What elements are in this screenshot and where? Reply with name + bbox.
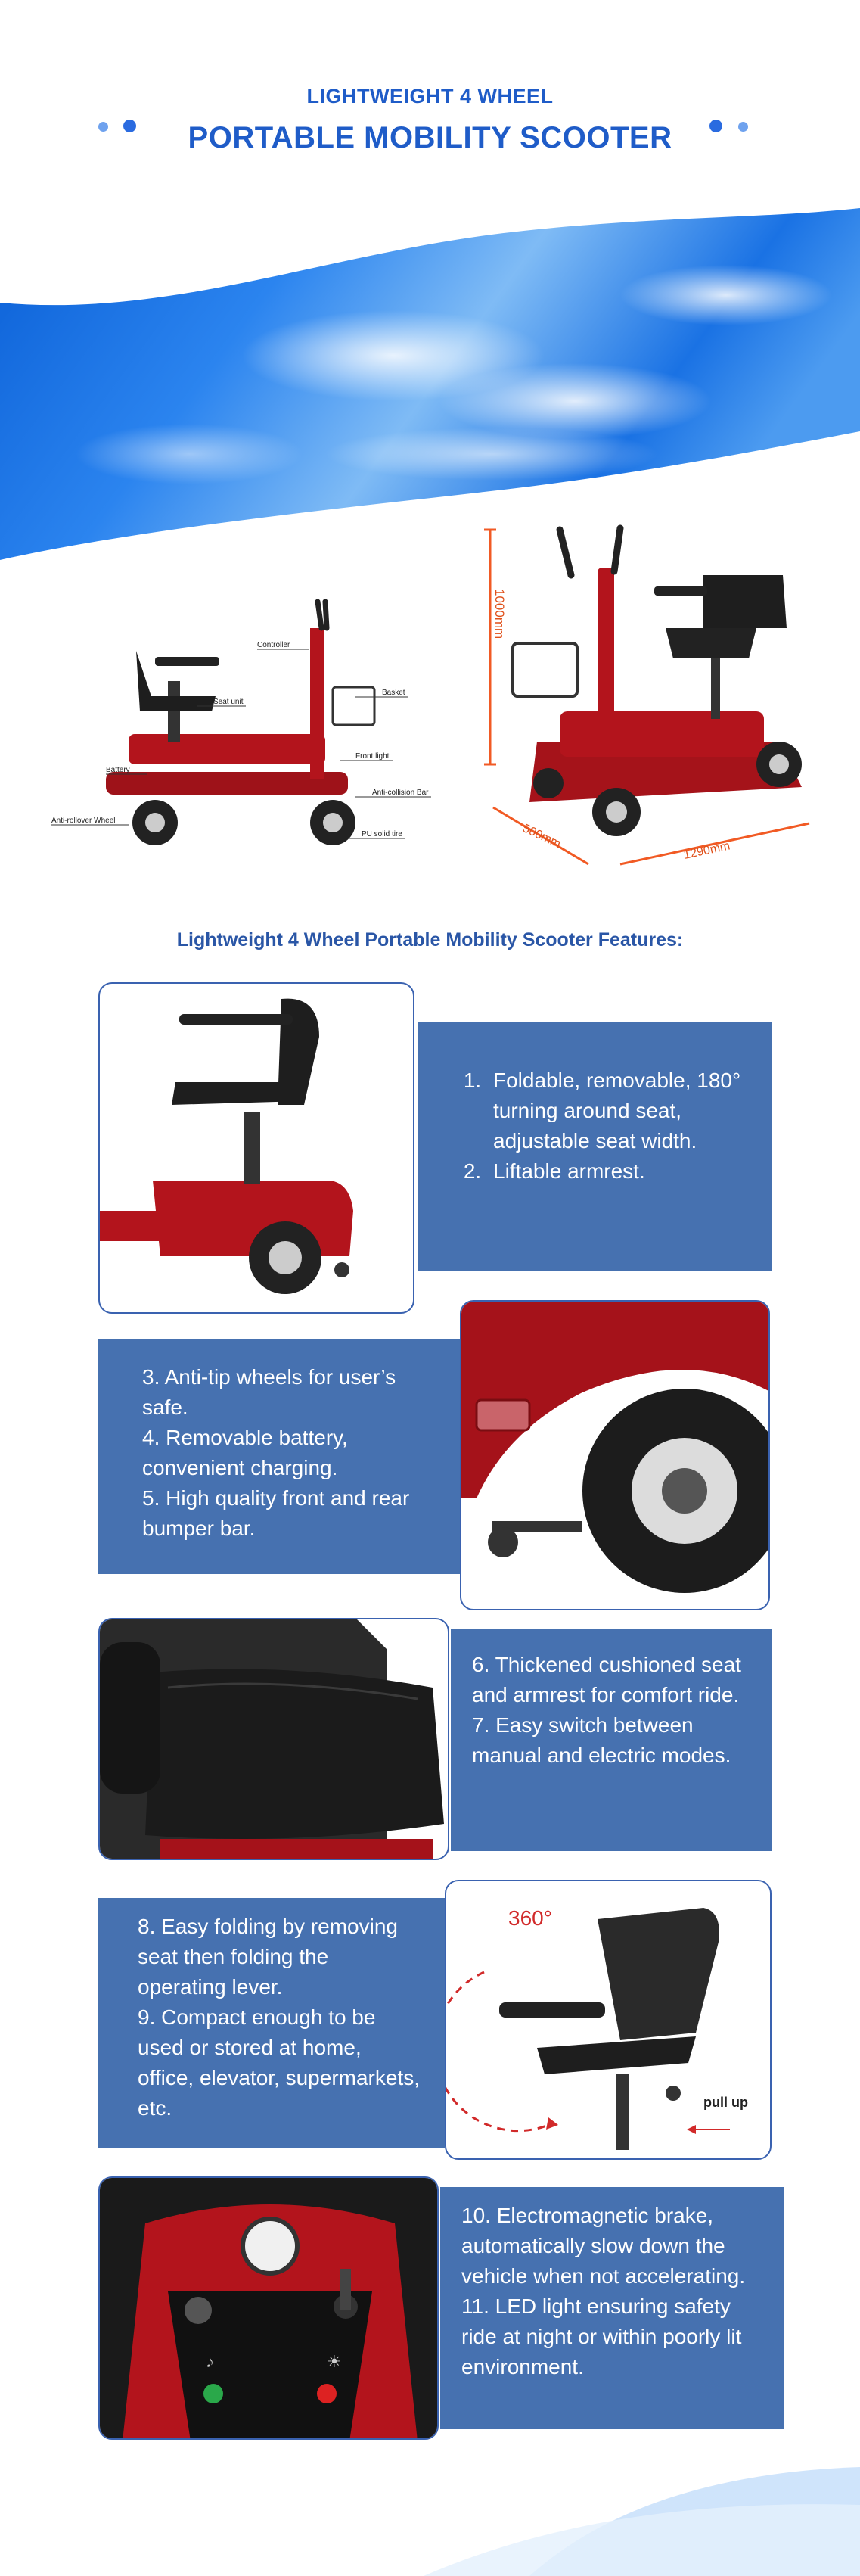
photo-rear-wheel	[460, 1300, 770, 1610]
pull-up-label: pull up	[703, 2095, 748, 2110]
feature-panel-1	[418, 1022, 772, 1271]
feature-item: 3. Anti-tip wheels for user’s safe.	[142, 1365, 396, 1419]
label-seat-unit: Seat unit	[213, 698, 244, 706]
page-subtitle: LIGHTWEIGHT 4 WHEEL	[306, 85, 554, 107]
feature-panel-4	[98, 1898, 445, 2148]
photo-seat-side	[98, 982, 414, 1314]
photo-control-panel	[98, 2176, 439, 2440]
feature-item: 2. Liftable armrest.	[487, 1156, 749, 1187]
light-icon: ☀	[327, 2352, 342, 2371]
decorative-bottom-wave	[0, 2452, 860, 2576]
feature-item: 4. Removable battery, convenient charging.	[142, 1426, 348, 1479]
feature-item: 1. Foldable, removable, 180° turning around seat, adjustable seat width.	[487, 1066, 749, 1156]
feature-item: 10. Electromagnetic brake, automatically slow down the vehicle when not accelerating.	[461, 2204, 746, 2288]
label-controller: Controller	[257, 641, 290, 649]
page-title: PORTABLE MOBILITY SCOOTER	[188, 121, 672, 154]
dimension-width: 500mm	[520, 822, 563, 851]
photo-folding-seat	[445, 1880, 772, 2160]
dimension-height: 1000mm	[492, 589, 507, 639]
horn-icon: ♪	[206, 2352, 214, 2371]
features-title: Lightweight 4 Wheel Portable Mobility Scooter Features:	[176, 929, 684, 950]
feature-item: 6. Thickened cushioned seat and armrest for comfort ride.	[472, 1653, 741, 1706]
feature-item: 5. High quality front and rear bumper bar.	[142, 1486, 410, 1540]
feature-panel-5	[440, 2187, 784, 2429]
rotation-label: 360°	[508, 1906, 552, 1930]
feature-item: 7. Easy switch between manual and electric modes.	[472, 1713, 731, 1767]
feature-panel-2	[98, 1339, 464, 1574]
label-basket: Basket	[382, 689, 405, 697]
feature-item: 8. Easy folding by removing seat then folding the operating lever.	[138, 1915, 398, 1999]
photo-cushioned-seat	[98, 1618, 449, 1860]
label-battery: Battery	[106, 766, 130, 774]
label-front-light: Front light	[355, 752, 390, 761]
label-anti-rollover-wheel: Anti-rollover Wheel	[51, 817, 116, 825]
feature-panel-3	[451, 1629, 772, 1851]
scooter-side-view	[106, 602, 374, 845]
scooter-perspective-view	[513, 528, 802, 836]
feature-item: 11. LED light ensuring safety ride at night or within poorly lit environment.	[461, 2294, 742, 2378]
label-anti-collision-bar: Anti-collision Bar	[372, 789, 429, 797]
label-pu-solid-tire: PU solid tire	[362, 830, 402, 838]
feature-item: 9. Compact enough to be used or stored at home, office, elevator, supermarkets, etc.	[138, 2005, 420, 2120]
decorative-wave	[0, 204, 860, 568]
scooter-diagram	[0, 515, 860, 893]
dimension-length: 1290mm	[682, 839, 731, 862]
